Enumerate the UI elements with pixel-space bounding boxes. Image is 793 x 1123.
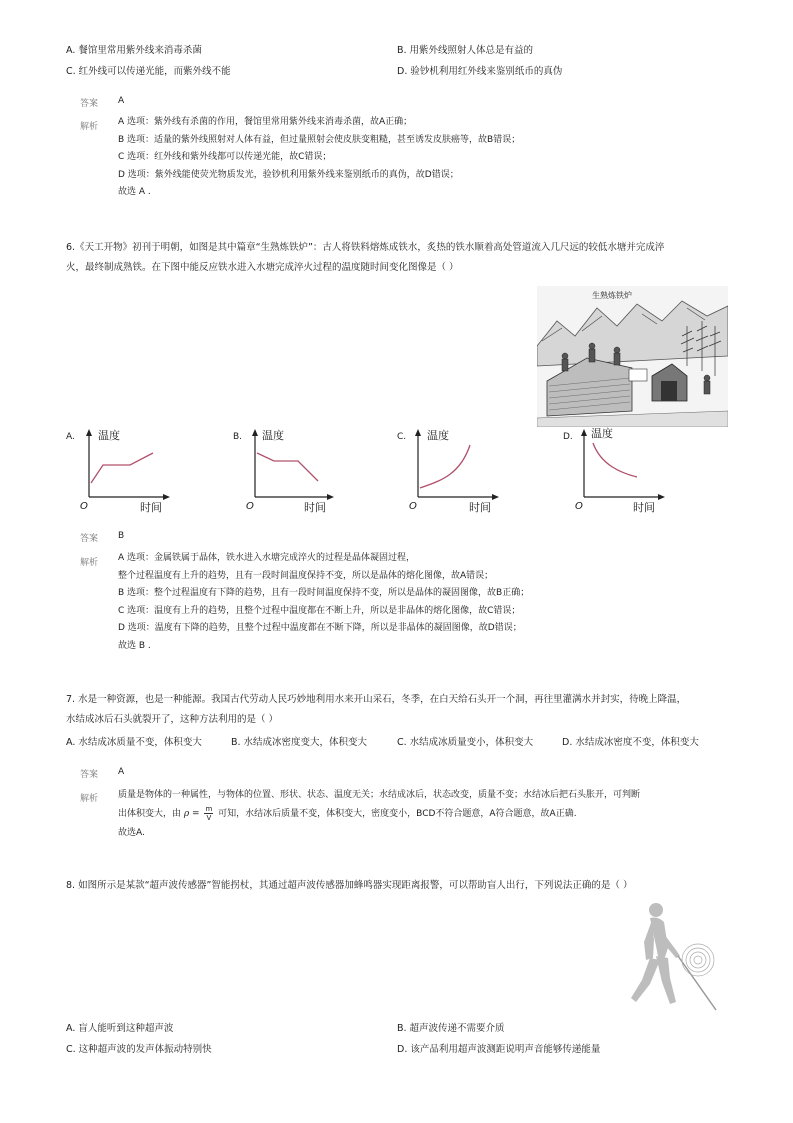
q8-option-b: B. 超声波传递不需要介质 [397,1023,505,1034]
q5-analysis-line: C 选项：红外线和紫外线都可以传递光能，故C错误； [118,152,332,162]
blind-person-icon [620,898,730,1016]
graph-c-curve [420,445,470,488]
q6-analysis-line: 整个过程温度有上升的趋势，且有一段时间温度保持不变，所以是晶体的熔化图像，故A错误； [118,570,494,581]
q7-analysis-pre: 出体积变大，由 [118,809,182,819]
q7-analysis-line: 质量是物体的一种属性，与物体的位置、形状、状态、温度无关；水结成冰后，状态改变，质量不变；水结冰后把石头胀开，可判断 [118,790,641,800]
q8-option-c: C. 这种超声波的发声体振动特别快 [66,1044,212,1055]
q7-analysis-label: 解析 [80,794,99,804]
q5-option-a: A. 餐馆里常用紫外线来消毒杀菌 [66,45,202,56]
formula-numerator: m [205,805,213,813]
graph-b-letter: B. [233,432,243,442]
q8-question: 8. 如图所示是某款“超声波传感器”智能拐杖，其通过超声波传感器加蜂鸣器实现距离报警，可以帮助盲人出行，下列说法正确的是（ ） [66,880,633,891]
graph-b-curve [257,453,318,481]
q7-analysis-line: 故选A. [118,828,145,838]
q5-analysis-label: 解析 [80,122,99,132]
graph-c-xlabel: 时间 [469,501,491,514]
q5-option-d: D. 验钞机利用红外线来鉴别纸币的真伪 [397,66,563,77]
q7-analysis [118,786,640,843]
graph-a-xlabel: 时间 [140,501,162,514]
q6-analysis-label: 解析 [80,558,99,568]
q8-option-d: D. 该产品利用超声波测距说明声音能够传递能量 [397,1044,601,1055]
q7-option-b: B. 水结成冰密度变大，体积变大 [231,737,368,748]
q6-analysis-line: 故选 B . [118,640,151,651]
q6-analysis-line: C 选项：温度有上升的趋势，且整个过程中温度都在不断上升，所以是非晶体的熔化图像，故C错误； [118,605,521,616]
q7-question-line: 7. 水是一种资源，也是一种能源。我国古代劳动人民巧妙地利用水来开山采石，冬季，在白天给石头开一个洞，再往里灌满水并封实，待晚上降温， [66,694,687,705]
q7-question-line: 水结成冰后石头就裂开了，这种方法利用的是（ ） [66,714,279,725]
graph-d [561,425,671,515]
q7-answer-label: 答案 [80,770,99,780]
graph-a-origin: O [80,501,88,512]
q7-answer: A [118,767,125,777]
graph-d-origin: O [575,501,583,512]
q8-option-a: A. 盲人能听到这种超声波 [66,1023,174,1034]
q7-option-c: C. 水结成冰质量变小，体积变大 [397,737,534,748]
graph-b [230,425,340,515]
q8-illustration [620,898,730,1016]
q7-question [66,690,686,730]
q6-question-line: 6.《天工开物》初刊于明朝，如图是其中篇章“生熟炼铁炉”：古人将铁料熔炼成铁水，炙热的铁水顺着高处管道流入几尺远的较低水塘并完成淬 [66,242,665,253]
graph-c [395,425,505,515]
graph-b-xlabel: 时间 [304,501,326,514]
q6-analysis-line: B 选项：整个过程温度有下降的趋势，且有一段时间温度保持不变，所以是晶体的凝固图像，故B正确； [118,588,530,598]
formula-denominator: V [206,814,212,822]
graph-d-ylabel: 温度 [591,427,613,440]
graph-c-letter: C. [397,432,407,442]
graph-d-xlabel: 时间 [633,501,655,514]
formula-fraction [204,805,213,822]
graph-a [66,425,176,515]
graph-a-letter: A. [66,432,75,442]
graph-d-curve [593,443,637,477]
woodcut-image [537,286,728,427]
q6-illustration [537,286,728,427]
q7-analysis-formula-line [118,805,640,824]
graph-c-ylabel: 温度 [427,429,449,442]
q5-answer: A [118,96,125,106]
graph-c-origin: O [409,501,417,512]
q6-question-line: 火，最终制成熟铁。在下图中能反应铁水进入水塘完成淬火过程的温度随时间变化图像是（ ） [66,262,459,273]
q6-answer: B [118,531,125,541]
q5-analysis-line: B 选项：适量的紫外线照射对人体有益，但过量照射会使皮肤变粗糙，甚至诱发皮肤癌等，故B错误； [118,134,521,145]
q5-analysis-line: 故选 A . [118,187,151,197]
q5-analysis [118,114,520,202]
graph-a-curve [91,453,153,483]
q6-analysis-line: A 选项：金属铁属于晶体，铁水进入水塘完成淬火的过程是晶体凝固过程， [118,553,416,563]
q7-option-d: D. 水结成冰密度不变，体积变大 [562,737,699,748]
graph-b-origin: O [246,501,254,512]
density-formula: ρ = [183,809,200,819]
q7-analysis-post: 可知，水结冰后质量不变，体积变大，密度变小，BCD不符合题意，A符合题意，故A正确. [218,809,577,819]
q5-analysis-line: A 选项：紫外线有杀菌的作用，餐馆里常用紫外线来消毒杀菌，故A正确； [118,117,413,127]
q6-question [66,238,664,278]
graph-b-ylabel: 温度 [262,429,284,442]
graph-a-ylabel: 温度 [98,429,120,442]
illustration-title: 生熟炼铁炉 [592,291,632,300]
graph-d-letter: D. [563,432,573,442]
q5-analysis-line: D 选项：紫外线能使荧光物质发光，验钞机利用紫外线来鉴别纸币的真伪，故D错误； [118,169,459,180]
q5-option-b: B. 用紫外线照射人体总是有益的 [397,45,534,56]
q6-answer-label: 答案 [80,534,99,544]
q6-analysis [118,550,529,655]
q5-answer-label: 答案 [80,99,99,109]
q5-option-c: C. 红外线可以传递光能，而紫外线不能 [66,66,231,77]
q7-option-a: A. 水结成冰质量不变，体积变大 [66,737,202,748]
q6-analysis-line: D 选项：温度有下降的趋势，且整个过程中温度都在不断下降，所以是非晶体的凝固图像，故D错误； [118,623,522,633]
